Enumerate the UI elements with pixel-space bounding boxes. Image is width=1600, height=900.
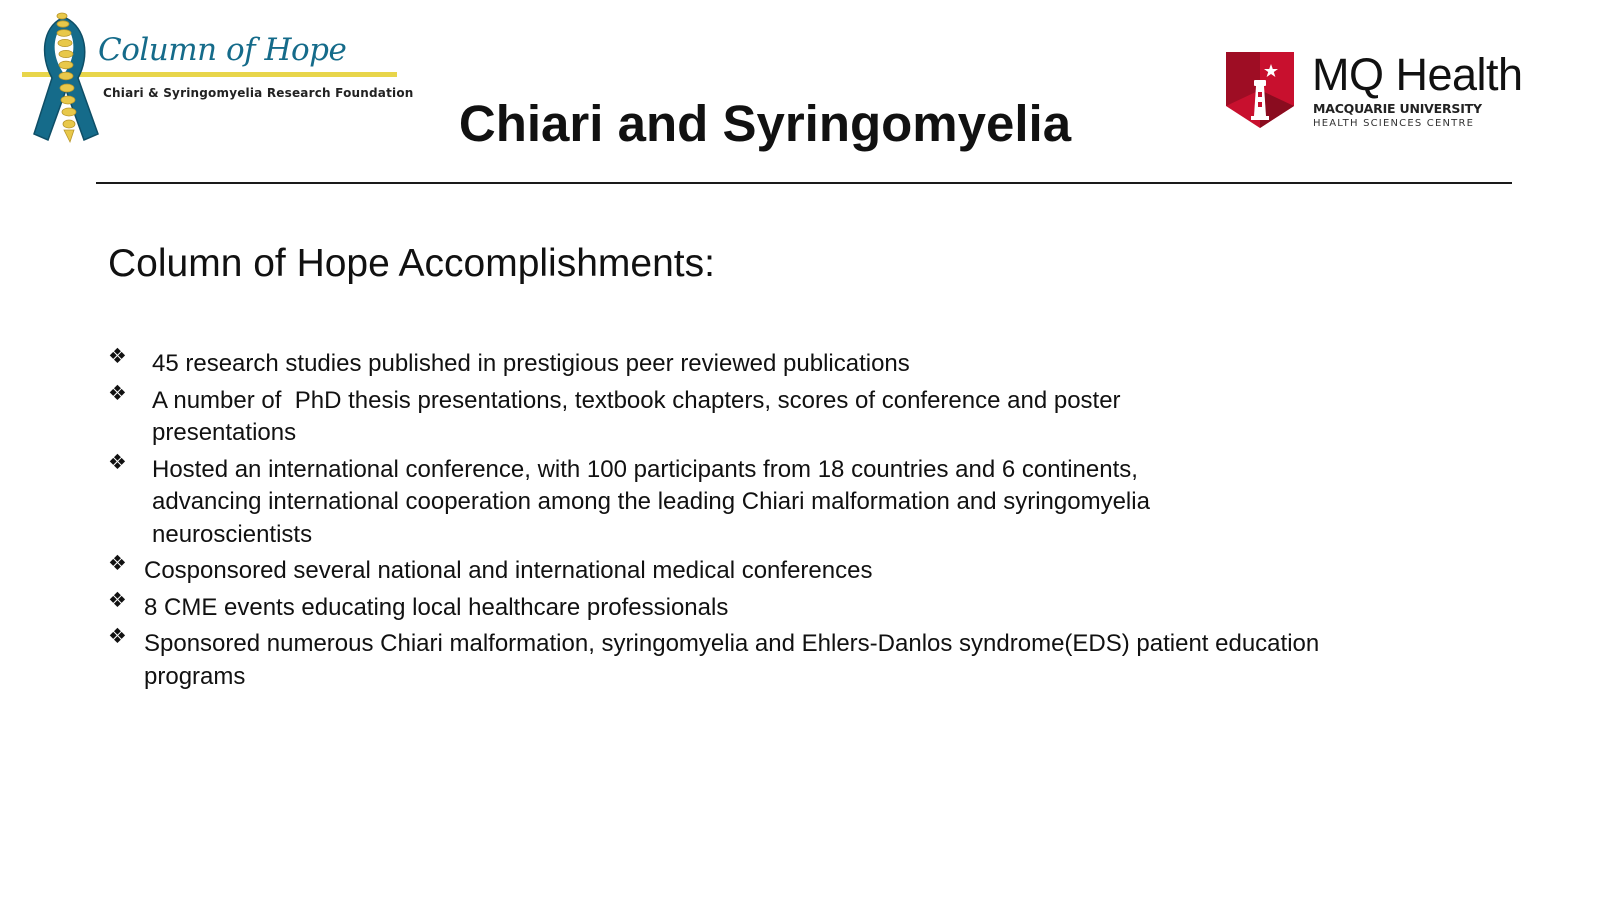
list-item	[108, 624, 1448, 693]
list-item	[108, 551, 1448, 588]
diamond-dots-bullet-icon: ❖	[108, 380, 127, 405]
diamond-dots-bullet-icon: ❖	[108, 624, 127, 648]
list-item	[108, 587, 1448, 625]
list-item-text: A number of PhD thesis presentations, textbook chapters, scores of conference and poster presentations	[152, 386, 1128, 446]
column-of-hope-tagline: Chiari & Syringomyelia Research Foundation	[103, 86, 414, 100]
column-of-hope-name: Column of Hope	[98, 32, 347, 68]
title-divider	[96, 182, 1512, 184]
mq-university-name: MACQUARIE UNIVERSITY	[1313, 101, 1482, 116]
diamond-dots-bullet-icon: ❖	[108, 587, 127, 612]
list-item-text: Hosted an international conference, with 100 participants from 18 countries and 6 continents, advancing international cooperation among the leading Chiari malformation and syringomyelia neuroscientists	[152, 455, 1150, 548]
diamond-dots-bullet-icon: ❖	[108, 344, 127, 368]
slide-title: Chiari and Syringomyelia	[458, 95, 1072, 152]
list-item	[108, 449, 1448, 552]
list-item-text: Sponsored numerous Chiari malformation, syringomyelia and Ehlers-Danlos syndrome(EDS) patient education programs	[144, 630, 1320, 690]
mq-centre-name: HEALTH SCIENCES CENTRE	[1313, 118, 1475, 129]
diamond-dots-bullet-icon: ❖	[108, 551, 127, 575]
diamond-dots-bullet-icon: ❖	[108, 449, 127, 474]
mq-health-name: MQ Health	[1312, 49, 1523, 100]
list-item-text: Cosponsored several national and international medical conferences	[144, 557, 873, 584]
list-item	[108, 344, 1448, 381]
list-item-text: 45 research studies published in prestigious peer reviewed publications	[152, 350, 910, 377]
list-item-text: 8 CME events educating local healthcare professionals	[144, 593, 729, 621]
list-item	[108, 380, 1448, 450]
section-heading: Column of Hope Accomplishments:	[108, 242, 715, 285]
accomplishments-list	[108, 344, 1448, 697]
